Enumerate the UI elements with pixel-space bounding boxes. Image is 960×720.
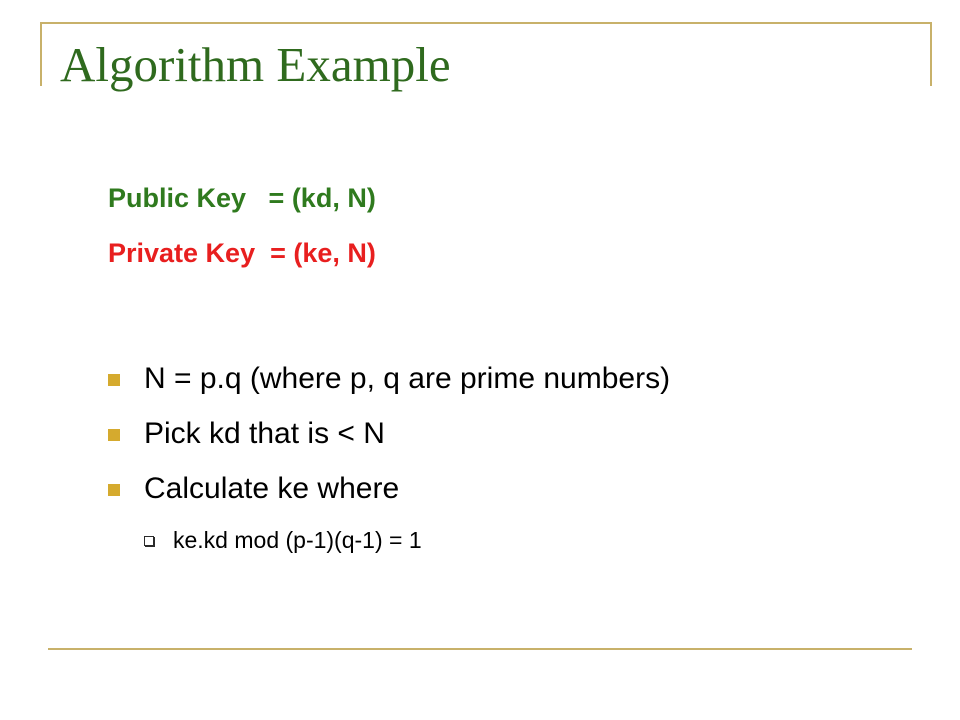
public-key-line: Public Key = (kd, N)	[108, 183, 376, 213]
square-bullet-icon	[108, 374, 120, 386]
square-bullet-icon	[108, 429, 120, 441]
left-rule	[40, 22, 42, 86]
hollow-square-bullet-icon	[144, 536, 154, 546]
square-bullet-icon	[108, 484, 120, 496]
bottom-rule	[48, 648, 912, 650]
bullet-text: N = p.q (where p, q are prime numbers)	[144, 362, 671, 395]
bullet-text: Pick kd that is < N	[144, 417, 385, 450]
sub-bullet-text: ke.kd mod (p-1)(q-1) = 1	[173, 527, 422, 553]
right-rule	[930, 22, 932, 86]
bullet-text: Calculate ke where	[144, 472, 400, 505]
top-rule	[40, 22, 932, 24]
private-key-line: Private Key = (ke, N)	[108, 238, 376, 268]
slide-title: Algorithm Example	[60, 37, 451, 92]
